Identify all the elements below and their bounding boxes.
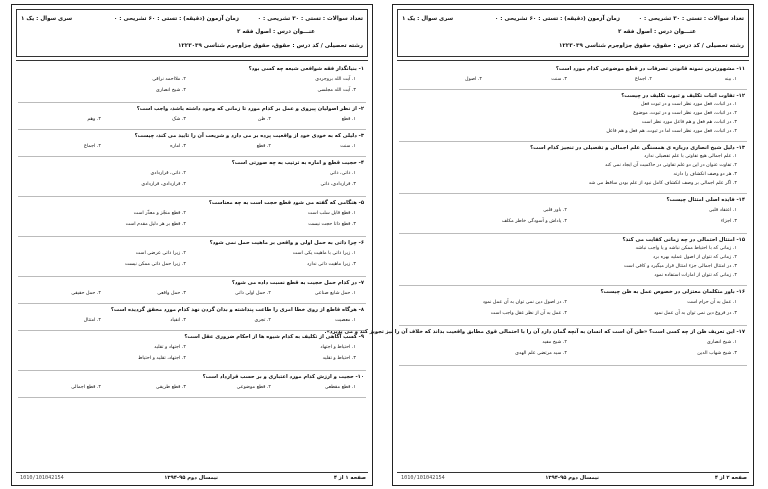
answer-option[interactable]: ۲. باور قلبی <box>543 208 567 213</box>
exam-duration: زمان آزمون (دقیقه) : تستی : ۶۰ تشریحی : ۰ <box>494 16 620 22</box>
answer-option[interactable]: ۲. در اثبات، فعل مورد نظر است و در ثبوت، موضوع <box>633 111 737 116</box>
question-text: ۹- کسب آگاهی از تکلیف به کدام شیوه ها از احکام ضروری عقل است؟ <box>184 334 364 340</box>
question-item <box>399 286 747 326</box>
answer-option[interactable]: ۱. قطع قابل سلب است <box>307 211 356 216</box>
answer-option[interactable]: ۱. اعتقاد قلبی <box>708 208 737 213</box>
answer-option[interactable]: ۴. اجتهاد، تقلید و احتیاط <box>137 356 186 361</box>
answer-option[interactable]: ۲. ظن <box>257 117 271 122</box>
question-text: ۶- چرا ذاتی به حمل اولی و واقعی بر ماهیت حمل نمی شود؟ <box>209 240 364 246</box>
question-count: تعداد سوالات : تستی : ۳۰ تشریحی : ۰ <box>638 16 744 22</box>
exam-term: نیمسال دوم ۹۵-۱۳۹۴ <box>164 475 218 481</box>
question-item <box>18 331 366 371</box>
answer-option[interactable]: ۴. زمانی که نتوان از امارات استفاده نمود <box>654 273 737 278</box>
field-and-course-code: رشته تحصیلی / کد درس : حقوق، حقوق جزاوجرم شناسی ۱۲۲۳۰۳۹ <box>177 43 363 49</box>
field-and-course-code: رشته تحصیلی / کد درس : حقوق، حقوق جزاوجرم شناسی ۱۲۲۳۰۳۹ <box>558 43 744 49</box>
answer-option[interactable]: ۱. زیرا ذاتی با ماهیت یکی است <box>292 251 356 256</box>
answer-option[interactable]: ۳. در امتثال اجمالی جزء امتثال قرار میگیرد و کافی است <box>623 264 737 269</box>
question-series: سری سوال : یک ۱ <box>402 16 454 22</box>
question-item <box>18 63 366 103</box>
answer-option[interactable]: ۴. اجماع <box>83 144 101 149</box>
exam-term: نیمسال دوم ۹۵-۱۳۹۴ <box>545 475 599 481</box>
question-item <box>399 142 747 194</box>
answer-option[interactable]: ۲. قطع موضوعی <box>236 385 271 390</box>
question-text: ۱۳- دلیل شیخ انصاری درباره ی همسنگی علم اجمالی و تفصیلی در تنجیز کدام است؟ <box>530 145 745 151</box>
answer-option[interactable]: ۳. زیرا ماهیت ذاتی ندارد <box>307 262 356 267</box>
answer-option[interactable]: ۱. شیخ انصاری <box>706 340 737 345</box>
question-item <box>399 234 747 286</box>
answer-option[interactable]: ۱. عمل به آن حرام است <box>687 300 737 305</box>
question-text: ۱۴- فایده اصلی امتثال چیست؟ <box>666 197 745 203</box>
answer-option[interactable]: ۳. هر دو وصف انکشاف را دارند <box>673 172 737 177</box>
exam-duration: زمان آزمون (دقیقه) : تستی : ۶۰ تشریحی : ۰ <box>113 16 239 22</box>
page-number: صفحه ۲ از ۴ <box>714 475 747 481</box>
answer-option[interactable]: ۳. اجزاء <box>720 219 737 224</box>
answer-option[interactable]: ۲. ذاتی، قراردادی <box>150 171 186 176</box>
answer-option[interactable]: ۴. قراردادی، قراردادی <box>141 182 186 187</box>
answer-option[interactable]: ۳. شک <box>172 117 186 122</box>
answer-option[interactable]: ۲. ملااحمد نراقی <box>152 77 186 82</box>
answer-option[interactable]: ۴. وهم <box>87 117 101 122</box>
answer-option[interactable]: ۴. پاداش و آسودگی خاطر مکلف <box>501 219 567 224</box>
answer-option[interactable]: ۲. در اصول دین نمی توان به آن عمل نمود <box>482 300 567 305</box>
question-item <box>18 304 366 331</box>
question-text: ۸- هرگاه قاطع از روی خطا امری را طاعت پنداشته و بدان گردن نهد کدام مورد محقق گردیده است؟ <box>110 307 364 313</box>
header-divider <box>397 60 749 61</box>
answer-option[interactable]: ۱. آیت الله بروجردی <box>315 77 356 82</box>
question-text: ۱۶- باور متکلمان معتزلی در خصوص عمل به ظن چیست؟ <box>600 289 745 295</box>
answer-option[interactable]: ۳. شیخ شهاب الدین <box>697 351 737 356</box>
header-divider <box>16 60 368 61</box>
question-text: ۱- بنیانگذار فقه شوافعی شیعه چه کسی بود؟ <box>248 66 364 72</box>
answer-option[interactable]: ۳. در اثبات، هم فعل و هم فاعل مورد نظر است <box>641 120 737 125</box>
answer-option[interactable]: ۴. قطع بر هر دلیل مقدم است <box>125 222 186 227</box>
question-list <box>18 63 366 398</box>
page-number: صفحه ۱ از ۴ <box>333 475 366 481</box>
answer-option[interactable]: ۱. بینه <box>724 77 737 82</box>
course-title: عنـــوان درس : اصول فقه ۲ <box>236 29 315 35</box>
answer-option[interactable]: ۲. زیرا ذاتی عرضی است <box>135 251 186 256</box>
question-item <box>18 197 366 237</box>
answer-option[interactable]: ۲. اجتهاد و تقلید <box>154 345 186 350</box>
question-item <box>18 277 366 304</box>
answer-option[interactable]: ۱. در اثبات، فعل مورد نظر است و در ثبوت فعل <box>641 102 737 107</box>
answer-option[interactable]: ۳. قطع طریقی <box>155 385 186 390</box>
answer-option[interactable]: ۱. قطع <box>341 117 356 122</box>
answer-option[interactable]: ۱. سنت <box>340 144 356 149</box>
course-title: عنـــوان درس : اصول فقه ۲ <box>617 29 696 35</box>
question-text: ۱۰- حجیت و ارزش کدام مورد اعتباری و بر حسب قرارداد است؟ <box>202 374 364 380</box>
answer-option[interactable]: ۴. اصول <box>465 77 482 82</box>
question-item <box>399 194 747 234</box>
question-text: ۱۱- مشهورترین نمونه قانونی تصرفات در قطع موضوعی کدام مورد است؟ <box>555 66 745 72</box>
answer-option[interactable]: ۳. اماره <box>170 144 186 149</box>
answer-option[interactable]: ۳. در فروع دین نمی توان به آن عمل نمود <box>653 311 737 316</box>
answer-option[interactable]: ۴. شیخ انصاری <box>155 88 186 93</box>
answer-option[interactable]: ۲. تفاوت عنوان در این دو علم تفاوتی در حاکمیت آن ایجاد نمی کند <box>604 163 737 168</box>
exam-page-1 <box>11 4 373 486</box>
answer-option[interactable]: ۱. معصیت <box>335 318 356 323</box>
answer-option[interactable]: ۳. قراردادی، ذاتی <box>320 182 356 187</box>
exam-code: 1010/101042154 <box>20 475 64 481</box>
question-count: تعداد سوالات : تستی : ۳۰ تشریحی : ۰ <box>257 16 363 22</box>
question-item <box>18 371 366 398</box>
answer-option[interactable]: ۴. زیرا حمل ذاتی ممکن نیست <box>125 262 186 267</box>
answer-option[interactable]: ۱. علم اجمالی هیچ تفاوتی با علم تفصیلی ندارد <box>644 154 737 159</box>
answer-option[interactable]: ۲. اجماع <box>634 77 652 82</box>
answer-option[interactable]: ۴. در اثبات، فعل مورد نظر است اما در ثبوت، هم فعل و هم فاعل <box>606 129 737 134</box>
answer-option[interactable]: ۴. عمل به آن از نظر عقل واجب است <box>490 311 567 316</box>
question-text: ۲- از نظر اصولیان پیروی و عمل بر کدام مورد تا زمانی که وجود داشته باشد، واجب است؟ <box>136 106 364 112</box>
exam-header <box>16 9 368 57</box>
page-footer <box>16 472 368 483</box>
answer-option[interactable]: ۱. ذاتی، ذاتی <box>329 171 356 176</box>
answer-option[interactable]: ۴. امتثال <box>83 318 101 323</box>
question-text: ۳- دلیلی که به خودی خود از واقعیت پرده بر می دارد و شریعت آن را تایید می کند، چیست؟ <box>134 133 364 139</box>
answer-option[interactable]: ۳. انقیاد <box>170 318 186 323</box>
answer-option[interactable]: ۴. قطع اجمالی <box>71 385 101 390</box>
answer-option[interactable]: ۳. حمل واقعی <box>157 291 186 296</box>
answer-option[interactable]: ۱. زمانی که با احتیاط ممکن نباشد و یا واجب نباشد <box>635 246 737 251</box>
question-text: ۵- هنگامی که گفته می شود قطع حجت است به چه معناست؟ <box>208 200 364 206</box>
answer-option[interactable]: ۱. حمل شایع صناعی <box>314 291 356 296</box>
exam-header <box>397 9 749 57</box>
answer-option[interactable]: ۱. قطع مقطعی <box>324 385 356 390</box>
question-text: ۴- حجیت قطع و اماره به ترتیب به چه صورتی است؟ <box>231 160 364 166</box>
question-text: ۱۷- این تعریف ظن از چه کسی است؟ «ظن آن است که انسان به آنچه گمان دارد آن را با احتمالی قوی مطابق واقعیت بداند که خلاف آن را نیز تجویز کند و می پذیرد». <box>324 329 745 335</box>
answer-option[interactable]: ۲. شیخ مفید <box>542 340 567 345</box>
question-series: سری سوال : یک ۱ <box>21 16 73 22</box>
question-text: ۷- در کدام حمل حجیت به قطع نسبت داده می شود؟ <box>231 280 364 286</box>
answer-option[interactable]: ۴. حمل حقیقی <box>71 291 101 296</box>
page-footer <box>397 472 749 483</box>
answer-option[interactable]: ۴. اگر علم اجمالی بر وصف انکشاف کامل نبود از علم بودن ساقط می شد <box>588 181 737 186</box>
question-item <box>18 157 366 197</box>
question-item <box>18 130 366 157</box>
question-item <box>399 90 747 142</box>
answer-option[interactable]: ۳. سنت <box>551 77 567 82</box>
answer-option[interactable]: ۳. احتیاط و تقلید <box>322 356 356 361</box>
question-text: ۱۵- امتثال احتمالی در چه زمانی کفایت می کند؟ <box>622 237 745 243</box>
answer-option[interactable]: ۲. قطع منجّز و معذّر است <box>133 211 186 216</box>
answer-option[interactable]: ۲. زمانی که نتوان از اصول عملیه بهره برد <box>652 255 737 260</box>
answer-option[interactable]: ۲. قطع <box>256 144 271 149</box>
answer-option[interactable]: ۲. تجری <box>254 318 271 323</box>
answer-option[interactable]: ۴. سید مرتضی علم الهدی <box>515 351 567 356</box>
answer-option[interactable]: ۳. قطع ذاتا حجت نیست <box>308 222 356 227</box>
answer-option[interactable]: ۲. حمل اولی ذاتی <box>235 291 271 296</box>
exam-code: 1010/101042154 <box>401 475 445 481</box>
question-item <box>18 237 366 277</box>
question-item <box>18 103 366 130</box>
answer-option[interactable]: ۳. آیت الله مجلسی <box>317 88 356 93</box>
question-item <box>399 63 747 90</box>
question-text: ۱۲- تفاوت اثبات تکلیف و ثبوت تکلیف در چیست؟ <box>621 93 745 99</box>
answer-option[interactable]: ۱. احتیاط و اجتهاد <box>320 345 356 350</box>
